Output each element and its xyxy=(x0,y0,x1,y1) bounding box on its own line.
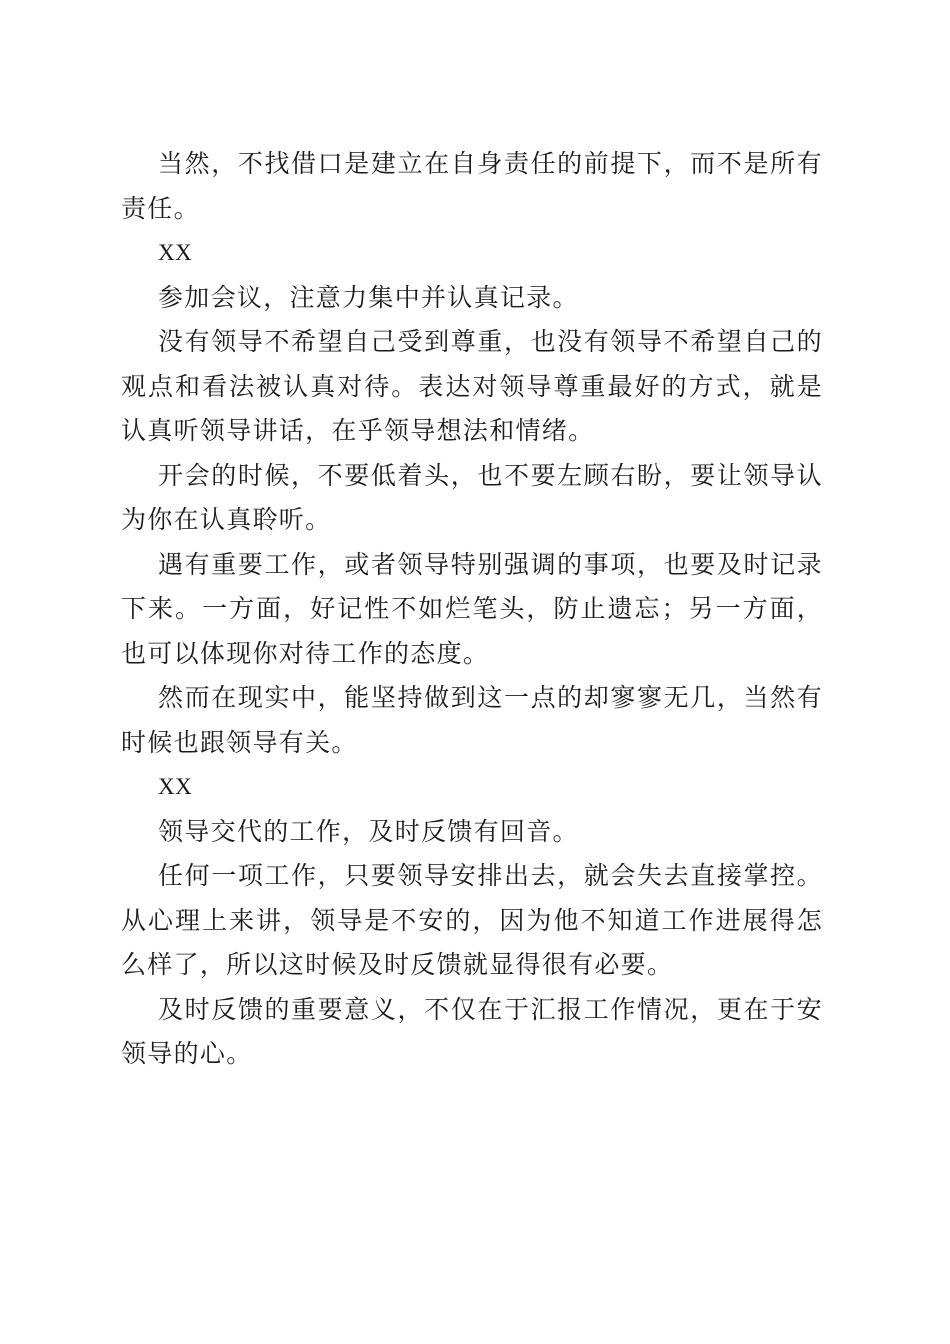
paragraph-7: 领导交代的工作，及时反馈有回音。 xyxy=(158,816,579,846)
document-body xyxy=(121,142,823,1077)
paragraph-3: 没有领导不希望自己受到尊重，也没有领导不希望自己的观点和看法被认真对待。表达对领导尊重最好的方式，就是认真听领导讲话，在乎领导想法和情绪。 xyxy=(121,327,823,445)
paragraph-8: 任何一项工作，只要领导安排出去，就会失去直接掌控。从心理上来讲，领导是不安的，因为他不知道工作进展得怎么样了，所以这时候及时反馈就显得很有必要。 xyxy=(121,861,823,979)
section-marker-2: XX xyxy=(158,774,193,799)
section-marker-1: XX xyxy=(158,240,193,265)
paragraph-2: 参加会议，注意力集中并认真记录。 xyxy=(158,282,579,312)
paragraph-4: 开会的时候，不要低着头，也不要左顾右盼，要让领导认为你在认真聆听。 xyxy=(121,460,823,534)
paragraph-9: 及时反馈的重要意义，不仅在于汇报工作情况，更在于安领导的心。 xyxy=(121,994,823,1068)
paragraph-1: 当然，不找借口是建立在自身责任的前提下，而不是所有责任。 xyxy=(121,149,823,223)
paragraph-6: 然而在现实中，能坚持做到这一点的却寥寥无几，当然有时候也跟领导有关。 xyxy=(121,683,823,757)
paragraph-5: 遇有重要工作，或者领导特别强调的事项，也要及时记录下来。一方面，好记性不如烂笔头，防止遗忘；另一方面，也可以体现你对待工作的态度。 xyxy=(121,549,823,668)
